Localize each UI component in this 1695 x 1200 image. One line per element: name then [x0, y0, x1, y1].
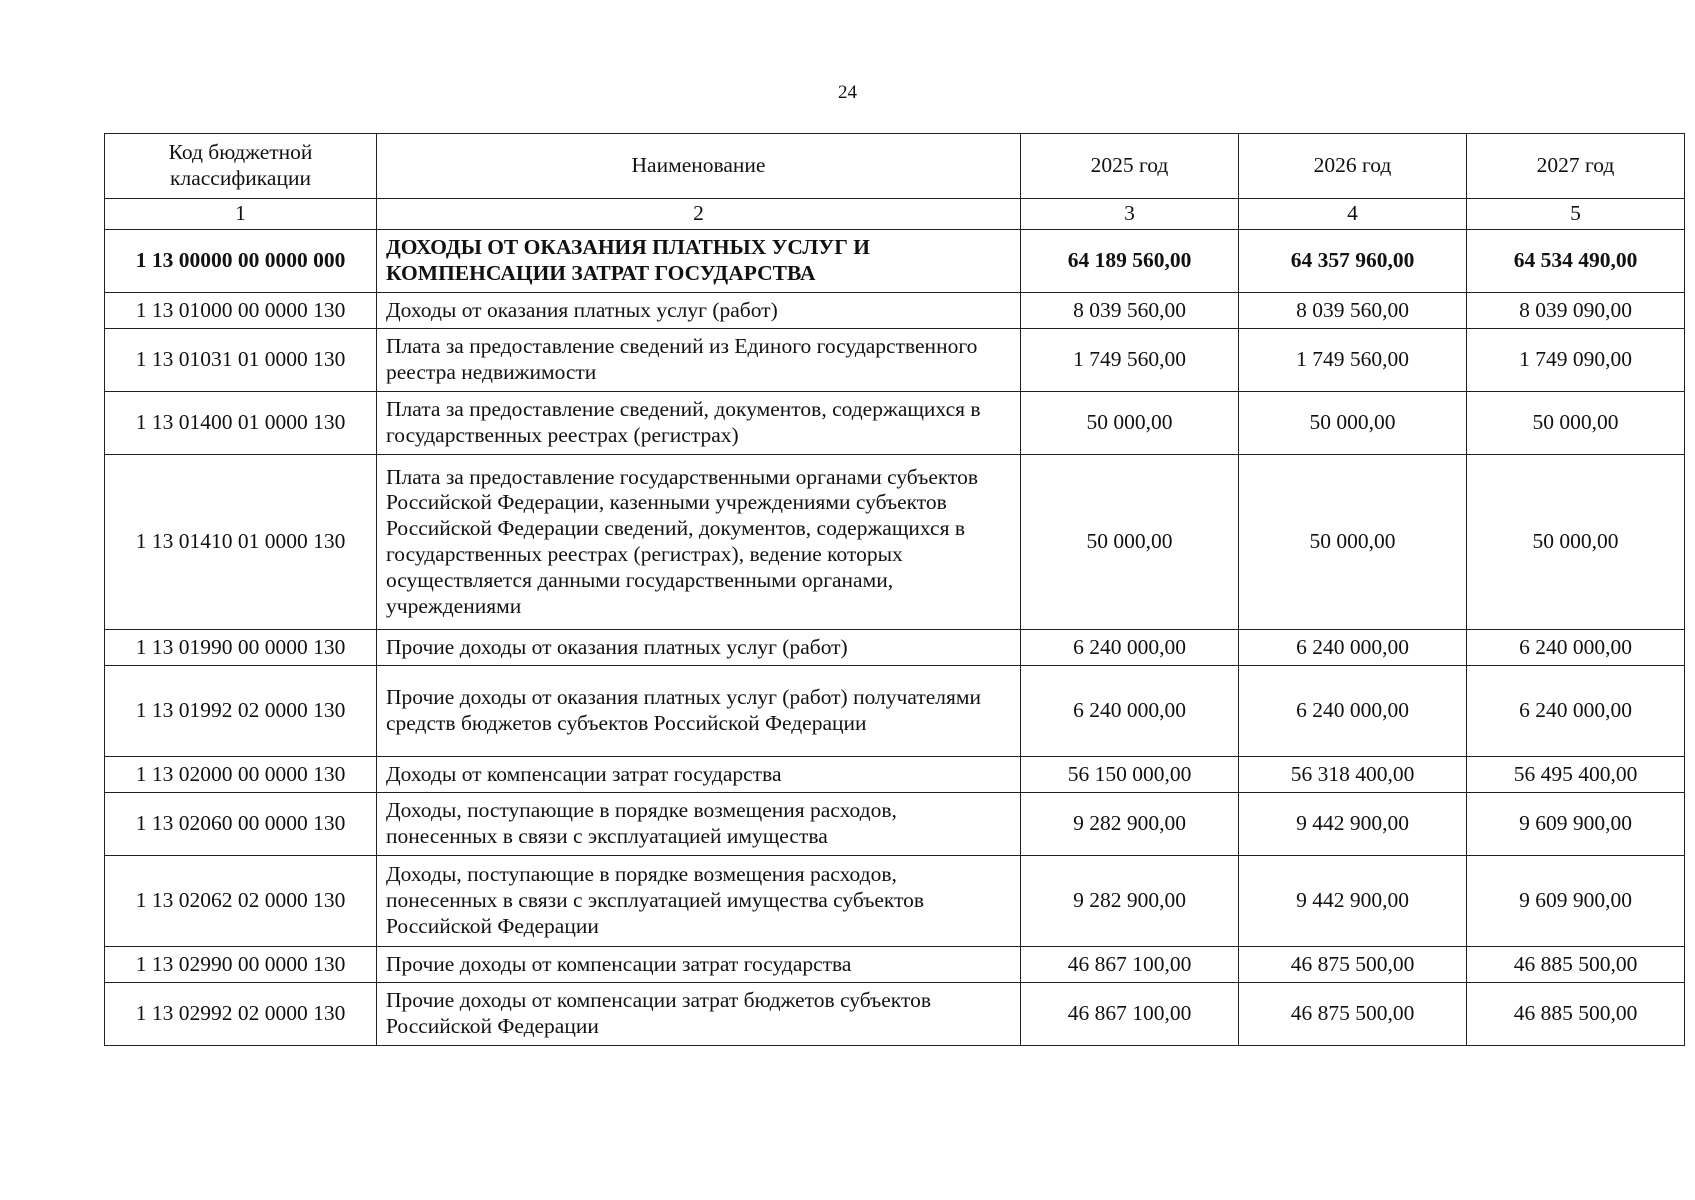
row-code: 1 13 02992 02 0000 130: [105, 983, 377, 1046]
header-code: Код бюджетной классификации: [105, 134, 377, 199]
row-value-2027: 6 240 000,00: [1467, 666, 1685, 757]
row-code: 1 13 02062 02 0000 130: [105, 856, 377, 947]
column-number: 5: [1467, 199, 1685, 230]
table-row: [105, 856, 1685, 947]
row-value-2025: 46 867 100,00: [1021, 983, 1239, 1046]
row-value-2027: 6 240 000,00: [1467, 630, 1685, 666]
row-name: Доходы, поступающие в порядке возмещения расходов, понесенных в связи с эксплуатацией имущества субъектов Российской Федерации: [377, 856, 1021, 947]
header-2027: 2027 год: [1467, 134, 1685, 199]
column-number: 3: [1021, 199, 1239, 230]
table-row: [105, 455, 1685, 630]
budget-revenue-table: [104, 133, 1685, 1046]
row-code: 1 13 01031 01 0000 130: [105, 329, 377, 392]
row-code: 1 13 02000 00 0000 130: [105, 757, 377, 793]
row-code: 1 13 01992 02 0000 130: [105, 666, 377, 757]
row-value-2027: 46 885 500,00: [1467, 947, 1685, 983]
row-value-2027: 9 609 900,00: [1467, 856, 1685, 947]
header-name: Наименование: [377, 134, 1021, 199]
row-value-2026: 50 000,00: [1239, 455, 1467, 630]
row-value-2026: 46 875 500,00: [1239, 983, 1467, 1046]
column-number: 1: [105, 199, 377, 230]
row-code: 1 13 01400 01 0000 130: [105, 392, 377, 455]
row-value-2025: 1 749 560,00: [1021, 329, 1239, 392]
row-name: Доходы от оказания платных услуг (работ): [377, 293, 1021, 329]
row-name: Плата за предоставление сведений, документов, содержащихся в государственных реестрах (регистрах): [377, 392, 1021, 455]
table-row: [105, 793, 1685, 856]
row-value-2025: 50 000,00: [1021, 455, 1239, 630]
column-number: 2: [377, 199, 1021, 230]
row-value-2026: 9 442 900,00: [1239, 856, 1467, 947]
row-code: 1 13 00000 00 0000 000: [105, 230, 377, 293]
row-value-2026: 50 000,00: [1239, 392, 1467, 455]
table-row: [105, 392, 1685, 455]
row-name: Плата за предоставление сведений из Единого государственного реестра недвижимости: [377, 329, 1021, 392]
row-value-2027: 50 000,00: [1467, 455, 1685, 630]
row-name: Прочие доходы от оказания платных услуг (работ): [377, 630, 1021, 666]
table-row: [105, 666, 1685, 757]
table-row-total: [105, 230, 1685, 293]
row-value-2025: 8 039 560,00: [1021, 293, 1239, 329]
row-value-2026: 8 039 560,00: [1239, 293, 1467, 329]
row-value-2026: 1 749 560,00: [1239, 329, 1467, 392]
row-code: 1 13 01000 00 0000 130: [105, 293, 377, 329]
row-value-2026: 9 442 900,00: [1239, 793, 1467, 856]
row-value-2025: 46 867 100,00: [1021, 947, 1239, 983]
table-row: [105, 757, 1685, 793]
row-name: ДОХОДЫ ОТ ОКАЗАНИЯ ПЛАТНЫХ УСЛУГ И КОМПЕНСАЦИИ ЗАТРАТ ГОСУДАРСТВА: [377, 230, 1021, 293]
table-row: [105, 329, 1685, 392]
row-value-2026: 64 357 960,00: [1239, 230, 1467, 293]
column-number-row: [105, 199, 1685, 230]
row-value-2027: 64 534 490,00: [1467, 230, 1685, 293]
row-value-2025: 56 150 000,00: [1021, 757, 1239, 793]
row-value-2025: 9 282 900,00: [1021, 793, 1239, 856]
row-code: 1 13 02990 00 0000 130: [105, 947, 377, 983]
row-value-2026: 46 875 500,00: [1239, 947, 1467, 983]
row-value-2026: 56 318 400,00: [1239, 757, 1467, 793]
row-value-2025: 6 240 000,00: [1021, 666, 1239, 757]
row-value-2027: 1 749 090,00: [1467, 329, 1685, 392]
row-name: Плата за предоставление государственными органами субъектов Российской Федерации, казенными учреждениями субъектов Российской Федерации сведений, документов, содержащихся в государственных реестрах (регистрах), ведение которых осуществляется данными государственными органами, учреждениями: [377, 455, 1021, 630]
row-name: Прочие доходы от оказания платных услуг (работ) получателями средств бюджетов субъектов Российской Федерации: [377, 666, 1021, 757]
row-name: Доходы, поступающие в порядке возмещения расходов, понесенных в связи с эксплуатацией имущества: [377, 793, 1021, 856]
row-name: Прочие доходы от компенсации затрат государства: [377, 947, 1021, 983]
header-2025: 2025 год: [1021, 134, 1239, 199]
table-row: [105, 630, 1685, 666]
row-value-2027: 46 885 500,00: [1467, 983, 1685, 1046]
row-code: 1 13 01990 00 0000 130: [105, 630, 377, 666]
header-2026: 2026 год: [1239, 134, 1467, 199]
page-number: 24: [838, 82, 857, 103]
row-value-2025: 6 240 000,00: [1021, 630, 1239, 666]
row-value-2027: 56 495 400,00: [1467, 757, 1685, 793]
row-value-2025: 64 189 560,00: [1021, 230, 1239, 293]
row-value-2027: 9 609 900,00: [1467, 793, 1685, 856]
row-value-2025: 50 000,00: [1021, 392, 1239, 455]
row-value-2026: 6 240 000,00: [1239, 630, 1467, 666]
table-row: [105, 947, 1685, 983]
column-number: 4: [1239, 199, 1467, 230]
row-value-2027: 50 000,00: [1467, 392, 1685, 455]
table-header-row: [105, 134, 1685, 199]
row-name: Прочие доходы от компенсации затрат бюджетов субъектов Российской Федерации: [377, 983, 1021, 1046]
row-value-2025: 9 282 900,00: [1021, 856, 1239, 947]
row-name: Доходы от компенсации затрат государства: [377, 757, 1021, 793]
row-code: 1 13 01410 01 0000 130: [105, 455, 377, 630]
row-value-2027: 8 039 090,00: [1467, 293, 1685, 329]
table-row: [105, 983, 1685, 1046]
row-value-2026: 6 240 000,00: [1239, 666, 1467, 757]
table-row: [105, 293, 1685, 329]
row-code: 1 13 02060 00 0000 130: [105, 793, 377, 856]
